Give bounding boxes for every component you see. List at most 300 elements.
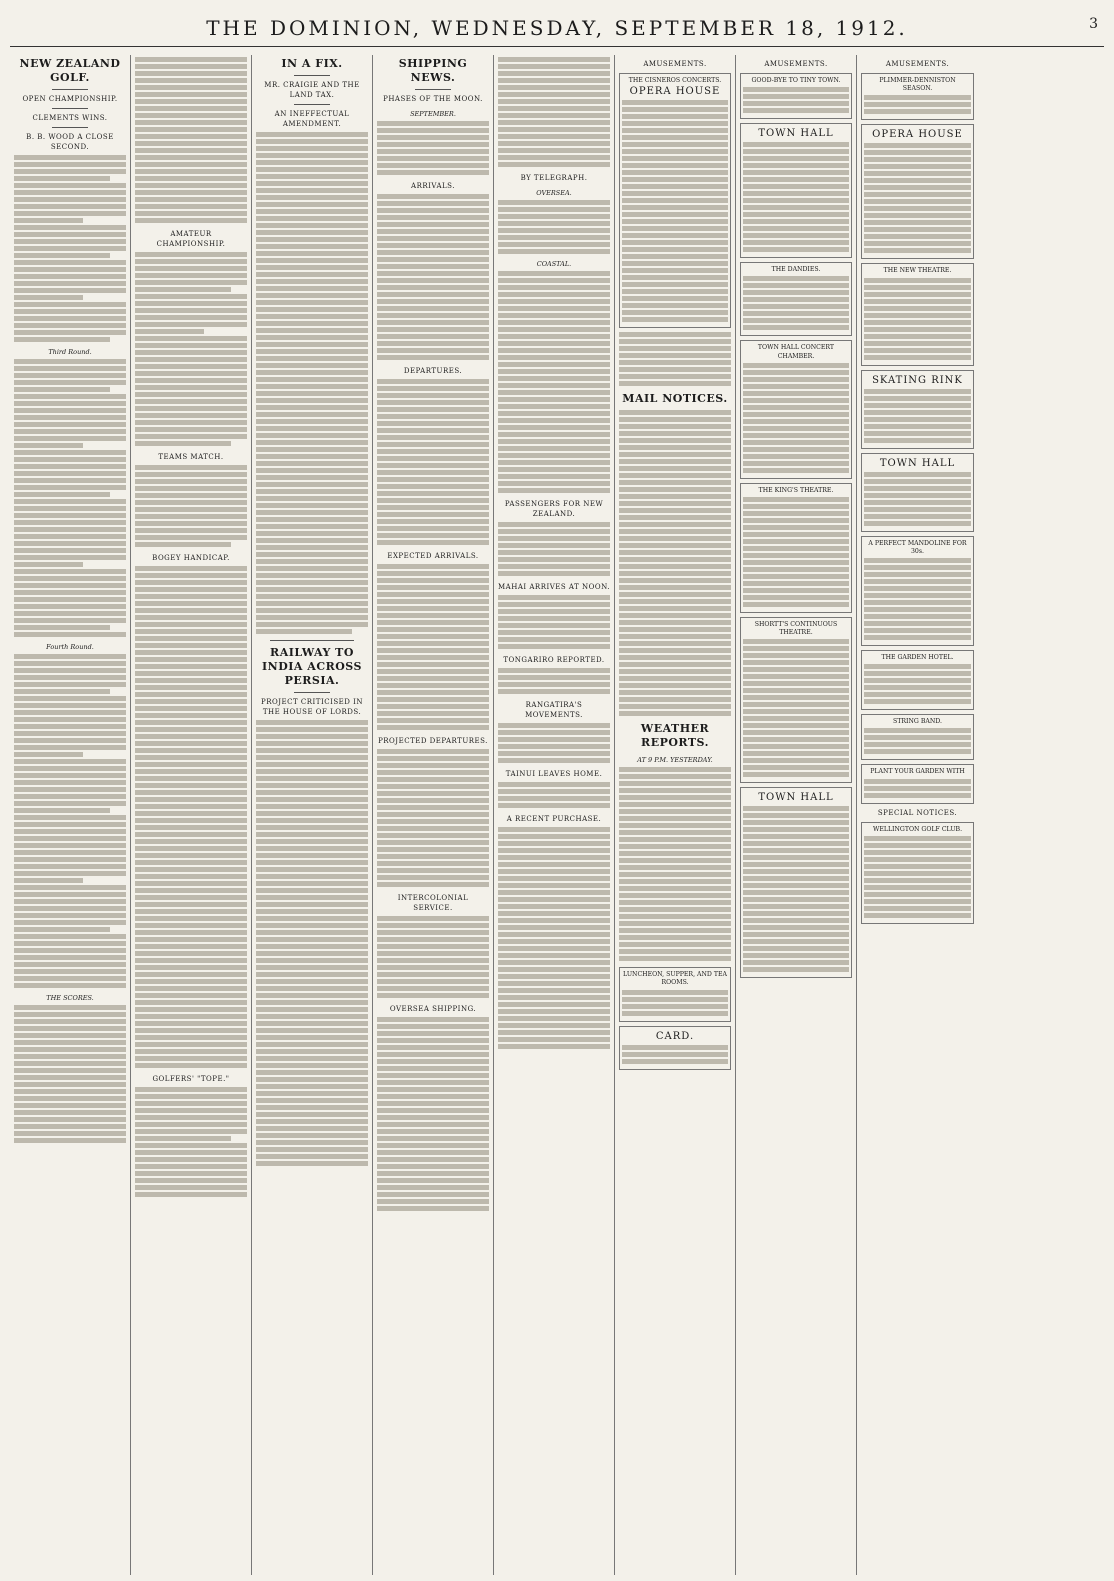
text-line [256,1077,368,1082]
text-line [14,766,126,771]
text-line [135,636,247,641]
text-line [743,191,849,196]
text-line [377,449,489,454]
text-line [256,398,368,403]
text-line [498,432,610,437]
text-line [498,207,610,212]
section-header: SPECIAL NOTICES. [877,808,958,817]
text-line [743,212,849,217]
text-line [377,833,489,838]
text-line [377,456,489,461]
text-line [622,198,728,203]
section-heading: Third Round. [48,348,92,356]
text-line [256,762,368,767]
text-line [135,1021,247,1026]
advertisement [740,123,852,258]
text-line [622,149,728,154]
text-line [619,508,731,513]
text-line [135,951,247,956]
text-line [14,857,126,862]
ad-title: TOWN HALL [879,457,956,469]
text-line [743,588,849,593]
text-line [743,772,849,777]
text-line [135,573,247,578]
text-line [864,678,971,683]
text-line [377,875,489,880]
text-line [14,717,126,722]
advertisement [619,967,731,1021]
text-line [498,383,610,388]
text-line [377,1087,489,1092]
text-line [743,702,849,707]
text-line [135,776,247,781]
text-line [135,528,247,533]
text-line [498,1037,610,1042]
text-line [498,782,610,787]
text-line [498,200,610,205]
text-line [135,622,247,627]
shipping-subhead: OVERSEA. [536,189,572,197]
text-line [135,741,247,746]
text-line [14,211,126,216]
text-line [256,1161,368,1166]
text-line [622,156,728,161]
text-line [377,578,489,583]
text-line [377,512,489,517]
text-line [377,606,489,611]
shipping-subhead: BY TELEGRAPH. [520,174,588,182]
text-line [619,641,731,646]
text-line [135,846,247,851]
text-line [14,422,126,427]
text-line [14,1075,126,1080]
text-line [256,209,368,214]
text-line [135,127,247,132]
text-line [14,724,126,729]
section-heading: AMATEUR CHAMPIONSHIP. [156,230,226,248]
text-line [619,543,731,548]
text-line [377,1101,489,1106]
text-line [498,841,610,846]
text-line [743,318,849,323]
text-line [135,364,247,369]
text-line [619,627,731,632]
text-line [864,565,971,570]
text-line [256,363,368,368]
text-line [498,467,610,472]
text-line [498,488,610,493]
text-line [256,734,368,739]
text-line [498,306,610,311]
text-line [14,492,110,497]
text-line [619,795,731,800]
text-line [14,878,83,883]
text-line [256,461,368,466]
text-line [256,342,368,347]
text-line [743,511,849,516]
text-line [498,855,610,860]
text-line [377,763,489,768]
text-line [619,578,731,583]
text-line [864,396,971,401]
advertisement [861,822,974,924]
ad-title: STRING BAND. [893,718,942,726]
text-line [377,1185,489,1190]
text-line [135,1164,247,1169]
text-line [14,499,126,504]
text-line [256,965,368,970]
text-line [14,415,126,420]
projected-departures-list [377,749,489,887]
text-line [498,460,610,465]
text-line [619,606,731,611]
article-body [14,654,126,988]
text-line [619,949,731,954]
text-line [743,820,849,825]
text-line [135,867,247,872]
text-line [14,155,126,160]
text-line [864,885,971,890]
text-line [14,267,126,272]
text-line [864,871,971,876]
text-line [619,893,731,898]
ad-title: CARD. [655,1030,695,1042]
ad-title: PLIMMER-DENNISTON SEASON. [879,77,956,93]
text-line [256,622,368,627]
text-line [256,188,368,193]
text-line [14,450,126,455]
text-line [498,71,610,76]
text-line [256,223,368,228]
text-line [14,401,126,406]
text-line [14,373,126,378]
text-line [377,784,489,789]
text-line [377,292,489,297]
text-line [498,106,610,111]
text-line [256,1028,368,1033]
text-line [135,521,247,526]
text-line [743,87,849,92]
text-line [619,956,731,961]
text-line [14,288,126,293]
text-line [743,758,849,763]
text-line [498,689,610,694]
text-line [135,972,247,977]
text-line [14,323,126,328]
text-line [135,99,247,104]
mail-notices-body [619,410,731,716]
text-line [256,986,368,991]
column-1 [10,55,131,1575]
text-line [256,139,368,144]
text-line [135,566,247,571]
text-line [256,426,368,431]
text-line [14,281,126,286]
shipping-subhead: DEPARTURES. [403,367,463,375]
text-line [14,773,126,778]
text-line [622,303,728,308]
text-line [135,587,247,592]
text-line [14,218,83,223]
text-line [256,608,368,613]
text-line [256,1070,368,1075]
text-line [864,389,971,394]
text-line [135,930,247,935]
text-line [14,745,126,750]
text-line [498,960,610,965]
text-line [743,813,849,818]
text-line [743,101,849,106]
text-line [14,962,126,967]
text-line [135,500,247,505]
text-line [743,184,849,189]
text-line [864,621,971,626]
text-line [135,1042,247,1047]
text-line [14,654,126,659]
text-line [14,183,126,188]
text-line [377,170,489,175]
text-line [622,142,728,147]
text-line [135,385,247,390]
text-line [14,696,126,701]
text-line [256,510,368,515]
text-line [135,874,247,879]
text-line [135,218,247,223]
text-line [377,1164,489,1169]
text-line [743,709,849,714]
advertisement [861,263,974,365]
text-line [743,226,849,231]
text-line [135,64,247,69]
text-line [498,737,610,742]
text-line [743,723,849,728]
text-line [619,683,731,688]
ad-title: THE CISNEROS CONCERTS. [628,77,722,84]
text-line [743,560,849,565]
text-line [14,1033,126,1038]
text-line [377,1031,489,1036]
text-line [256,818,368,823]
text-line [622,254,728,259]
text-line [256,559,368,564]
text-line [864,600,971,605]
text-line [498,869,610,874]
text-line [743,290,849,295]
text-line [135,479,247,484]
text-line [498,221,610,226]
text-line [14,1082,126,1087]
text-line [14,534,126,539]
text-line [14,330,126,335]
weather-subhead: AT 9 P.M. YESTERDAY. [637,756,713,765]
text-line [377,1171,489,1176]
advertisement [740,73,852,119]
text-line [14,513,126,518]
text-line [743,205,849,210]
text-line [256,1007,368,1012]
text-line [14,738,126,743]
text-line [135,755,247,760]
text-line [864,493,971,498]
text-line [135,1129,247,1134]
text-line [619,332,731,337]
text-line [864,864,971,869]
weather-headline: WEATHER REPORTS. [640,722,710,750]
text-line [135,811,247,816]
text-line [135,958,247,963]
text-line [135,465,247,470]
shipping-notes [498,827,610,1049]
text-line [135,85,247,90]
text-line [14,597,126,602]
shipping-notes [498,57,610,167]
text-line [377,854,489,859]
text-line [498,285,610,290]
text-line [864,248,971,253]
text-line [135,301,247,306]
text-line [498,730,610,735]
text-line [135,183,247,188]
text-line [14,590,126,595]
text-line [256,503,368,508]
text-line [743,240,849,245]
text-line [377,916,489,921]
text-line [256,307,368,312]
text-line [619,487,731,492]
text-line [377,1178,489,1183]
text-line [14,527,126,532]
text-line [256,594,368,599]
advertisement [619,1026,731,1070]
text-line [864,313,971,318]
text-line [498,883,610,888]
text-line [14,710,126,715]
text-line [864,892,971,897]
text-line [619,809,731,814]
text-line [14,295,83,300]
text-line [619,550,731,555]
ad-title: THE NEW THEATRE. [883,267,952,275]
text-line [14,780,126,785]
ad-title: A PERFECT MANDOLINE FOR 30s. [868,539,967,555]
ad-title: PLANT YOUR GARDEN WITH [870,768,965,776]
text-line [135,643,247,648]
text-line [864,185,971,190]
text-line [135,944,247,949]
text-line [14,1096,126,1101]
text-line [377,634,489,639]
ad-title: TOWN HALL [758,128,834,140]
text-line [14,689,110,694]
text-line [377,278,489,283]
text-line [377,1017,489,1022]
text-line [14,1047,126,1052]
article-headline: RAILWAY TO INDIA ACROSS PERSIA. [262,646,362,687]
text-line [135,1157,247,1162]
divider [52,89,88,90]
ad-title: GOOD-BYE TO TINY TOWN. [751,77,841,84]
text-line [377,442,489,447]
text-line [619,655,731,660]
text-line [135,748,247,753]
text-line [377,986,489,991]
text-line [498,1016,610,1021]
text-line [619,494,731,499]
text-line [256,216,368,221]
text-line [256,566,368,571]
text-line [135,671,247,676]
text-line [135,1108,247,1113]
text-line [377,142,489,147]
text-line [498,376,610,381]
mail-notices-headline: MAIL NOTICES. [622,392,728,406]
text-line [377,951,489,956]
text-line [14,316,126,321]
text-line [14,801,126,806]
text-line [135,176,247,181]
text-line [14,176,110,181]
text-line [619,571,731,576]
text-line [377,306,489,311]
text-line [256,489,368,494]
text-line [498,862,610,867]
text-line [377,690,489,695]
text-line [256,1140,368,1145]
ad-title: SHORTT'S CONTINUOUS THEATRE. [754,621,838,637]
text-line [135,839,247,844]
text-line [864,514,971,519]
text-line [864,779,971,784]
section-heading: THE SCORES. [46,994,94,1002]
text-line [135,762,247,767]
text-line [622,107,728,112]
text-line [864,109,971,114]
text-line [377,1073,489,1078]
shipping-subhead: OVERSEA SHIPPING. [389,1005,477,1013]
text-line [256,132,368,137]
text-line [864,327,971,332]
text-line [377,229,489,234]
text-line [619,907,731,912]
text-line [135,266,247,271]
text-line [135,832,247,837]
advertisement [861,714,974,760]
advertisement [740,617,852,783]
text-line [256,433,368,438]
text-line [864,579,971,584]
text-line [377,163,489,168]
divider [270,640,354,641]
text-line [135,1000,247,1005]
text-line [498,644,610,649]
text-line [377,421,489,426]
text-line [135,888,247,893]
text-line [14,309,126,314]
text-line [256,1091,368,1096]
text-line [498,758,610,763]
text-line [619,417,731,422]
text-line [256,811,368,816]
text-line [256,419,368,424]
text-line [743,377,849,382]
text-line [377,683,489,688]
text-line [864,143,971,148]
text-line [256,251,368,256]
text-line [864,572,971,577]
text-line [135,514,247,519]
text-line [864,786,971,791]
text-line [743,595,849,600]
